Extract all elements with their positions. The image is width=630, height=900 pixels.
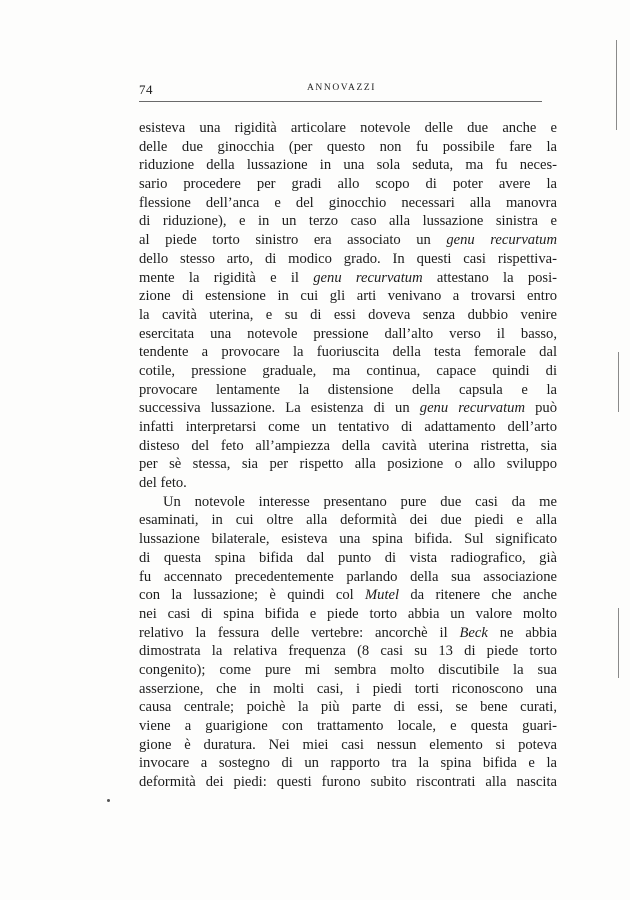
text-segment: tendente a provocare la fuoriuscita della testa femorale dal bbox=[139, 344, 557, 361]
text-line bbox=[139, 418, 557, 437]
page-header bbox=[139, 82, 544, 102]
italic-term: genu recurvatum bbox=[313, 269, 423, 286]
text-line bbox=[139, 568, 557, 587]
text-segment: delle due ginocchia (per questo non fu possibile fare la bbox=[139, 138, 557, 155]
text-segment: con la lussazione; è quindi col bbox=[139, 587, 366, 604]
text-segment: viene a guarigione con trattamento locale, e questa guari- bbox=[139, 718, 557, 734]
text-line bbox=[139, 343, 557, 362]
text-line bbox=[139, 680, 557, 699]
text-segment: lussazione bilaterale, esisteva una spina bifida. Sul significato bbox=[139, 531, 557, 548]
text-line bbox=[139, 138, 557, 157]
text-segment: disteso del feto all’ampiezza della cavità uterina ristretta, sia bbox=[139, 437, 557, 454]
text-segment: Un notevole interesse presentano pure due casi da me bbox=[163, 493, 557, 510]
text-segment: fu accennato precedentemente parlando della sua associazione bbox=[139, 568, 557, 585]
text-segment: nei casi di spina bifida e piede torto abbia un valore molto bbox=[139, 605, 557, 622]
text-line bbox=[139, 717, 557, 736]
text-segment: cotile, pressione graduale, ma continua, capace quindi di bbox=[139, 362, 557, 379]
margin-scan-mark bbox=[616, 40, 617, 130]
text-line bbox=[139, 773, 557, 792]
italic-term: Beck bbox=[459, 624, 488, 641]
text-segment: causa centrale; poichè la più parte di essi, se bene curati, bbox=[139, 699, 557, 716]
page-number: 74 bbox=[139, 82, 153, 97]
text-line bbox=[139, 156, 557, 175]
text-line bbox=[139, 736, 557, 755]
text-line bbox=[139, 287, 557, 306]
text-line bbox=[139, 175, 557, 194]
text-segment: di riduzione), e in un terzo caso alla lussazione sinistra e bbox=[139, 213, 557, 230]
margin-scan-mark bbox=[618, 352, 619, 412]
body-text bbox=[139, 119, 557, 792]
italic-term: Mutel bbox=[365, 587, 400, 604]
text-line bbox=[139, 586, 557, 605]
text-segment: congenito); come pure mi sembra molto discutibile la sua bbox=[139, 661, 557, 678]
text-segment: riduzione della lussazione in una sola seduta, ma fu neces- bbox=[139, 157, 557, 174]
text-line bbox=[139, 399, 557, 418]
text-segment: dimostrata la relativa frequenza (8 casi su 13 di piede torto bbox=[139, 643, 557, 660]
text-line bbox=[139, 642, 557, 661]
text-segment: al piede torto sinistro era associato un bbox=[139, 232, 447, 249]
text-line bbox=[139, 362, 557, 381]
text-segment: relativo la fessura delle vertebre: ancorchè il bbox=[139, 624, 460, 641]
text-segment: flessione dell’anca e del ginocchio necessari alla manovra bbox=[139, 194, 557, 211]
text-segment: invocare a sostegno di un rapporto tra la spina bifida e la bbox=[139, 755, 557, 772]
text-segment: deformità dei piedi: questi furono subito riscontrati alla nascita bbox=[139, 774, 557, 791]
text-segment: attestano la posi- bbox=[422, 269, 558, 286]
text-line bbox=[139, 549, 557, 568]
text-segment: provocare lentamente la distensione della capsula e la bbox=[139, 381, 557, 398]
italic-term: genu recurvatum bbox=[446, 232, 557, 249]
text-line bbox=[139, 530, 557, 549]
text-line bbox=[139, 455, 557, 474]
text-line bbox=[139, 381, 557, 400]
text-segment: esisteva una rigidità articolare notevole delle due anche e bbox=[139, 120, 557, 136]
text-line bbox=[139, 325, 557, 344]
text-line bbox=[139, 605, 557, 624]
margin-scan-mark bbox=[618, 608, 619, 678]
text-line bbox=[139, 624, 557, 643]
text-segment: del feto. bbox=[139, 475, 187, 492]
text-segment: può bbox=[525, 400, 558, 417]
text-line bbox=[139, 269, 557, 288]
text-segment: di questa spina bifida dal punto di vista radiografico, già bbox=[139, 549, 557, 566]
text-segment: ne abbia bbox=[487, 624, 557, 641]
text-segment: mente la rigidità e il bbox=[139, 269, 314, 286]
text-segment: da ritenere che anche bbox=[399, 587, 557, 604]
text-line bbox=[139, 754, 557, 773]
italic-term: genu recurvatum bbox=[419, 400, 525, 417]
text-segment: sario procedere per gradi allo scopo di poter avere la bbox=[139, 176, 557, 193]
text-segment: successiva lussazione. La esistenza di un bbox=[139, 400, 420, 417]
text-line bbox=[139, 119, 557, 138]
text-line bbox=[139, 493, 557, 512]
text-line bbox=[139, 698, 557, 717]
text-line bbox=[139, 661, 557, 680]
text-segment: esercitata una notevole pressione dall’alto verso il basso, bbox=[139, 325, 557, 342]
text-segment: dello stesso arto, di modico grado. In questi casi rispettiva- bbox=[139, 250, 557, 267]
text-segment: per sè stessa, sia per rispetto alla posizione o allo sviluppo bbox=[139, 456, 557, 473]
text-line bbox=[139, 250, 557, 269]
text-line bbox=[139, 437, 557, 456]
running-head: ANNOVAZZI bbox=[306, 83, 377, 93]
text-segment: infatti interpretarsi come un tentativo di adattamento dell’arto bbox=[139, 419, 557, 435]
text-line bbox=[139, 306, 557, 325]
scan-speck bbox=[107, 799, 110, 802]
text-segment: zione di estensione in cui gli arti venivano a trovarsi entro bbox=[139, 288, 557, 305]
text-segment: gione è duratura. Nei miei casi nessun elemento si poteva bbox=[139, 736, 557, 753]
text-segment: la cavità uterina, e su di essi doveva senza dubbio venire bbox=[139, 306, 557, 323]
text-segment: asserzione, che in molti casi, i piedi torti riconoscono una bbox=[139, 680, 557, 697]
text-line bbox=[139, 511, 557, 530]
header-rule bbox=[139, 101, 542, 102]
text-line bbox=[139, 231, 557, 250]
text-line bbox=[139, 194, 557, 213]
text-line bbox=[139, 474, 557, 493]
text-segment: esaminati, in cui oltre alla deformità dei due piedi e alla bbox=[139, 512, 557, 529]
text-line bbox=[139, 212, 557, 231]
